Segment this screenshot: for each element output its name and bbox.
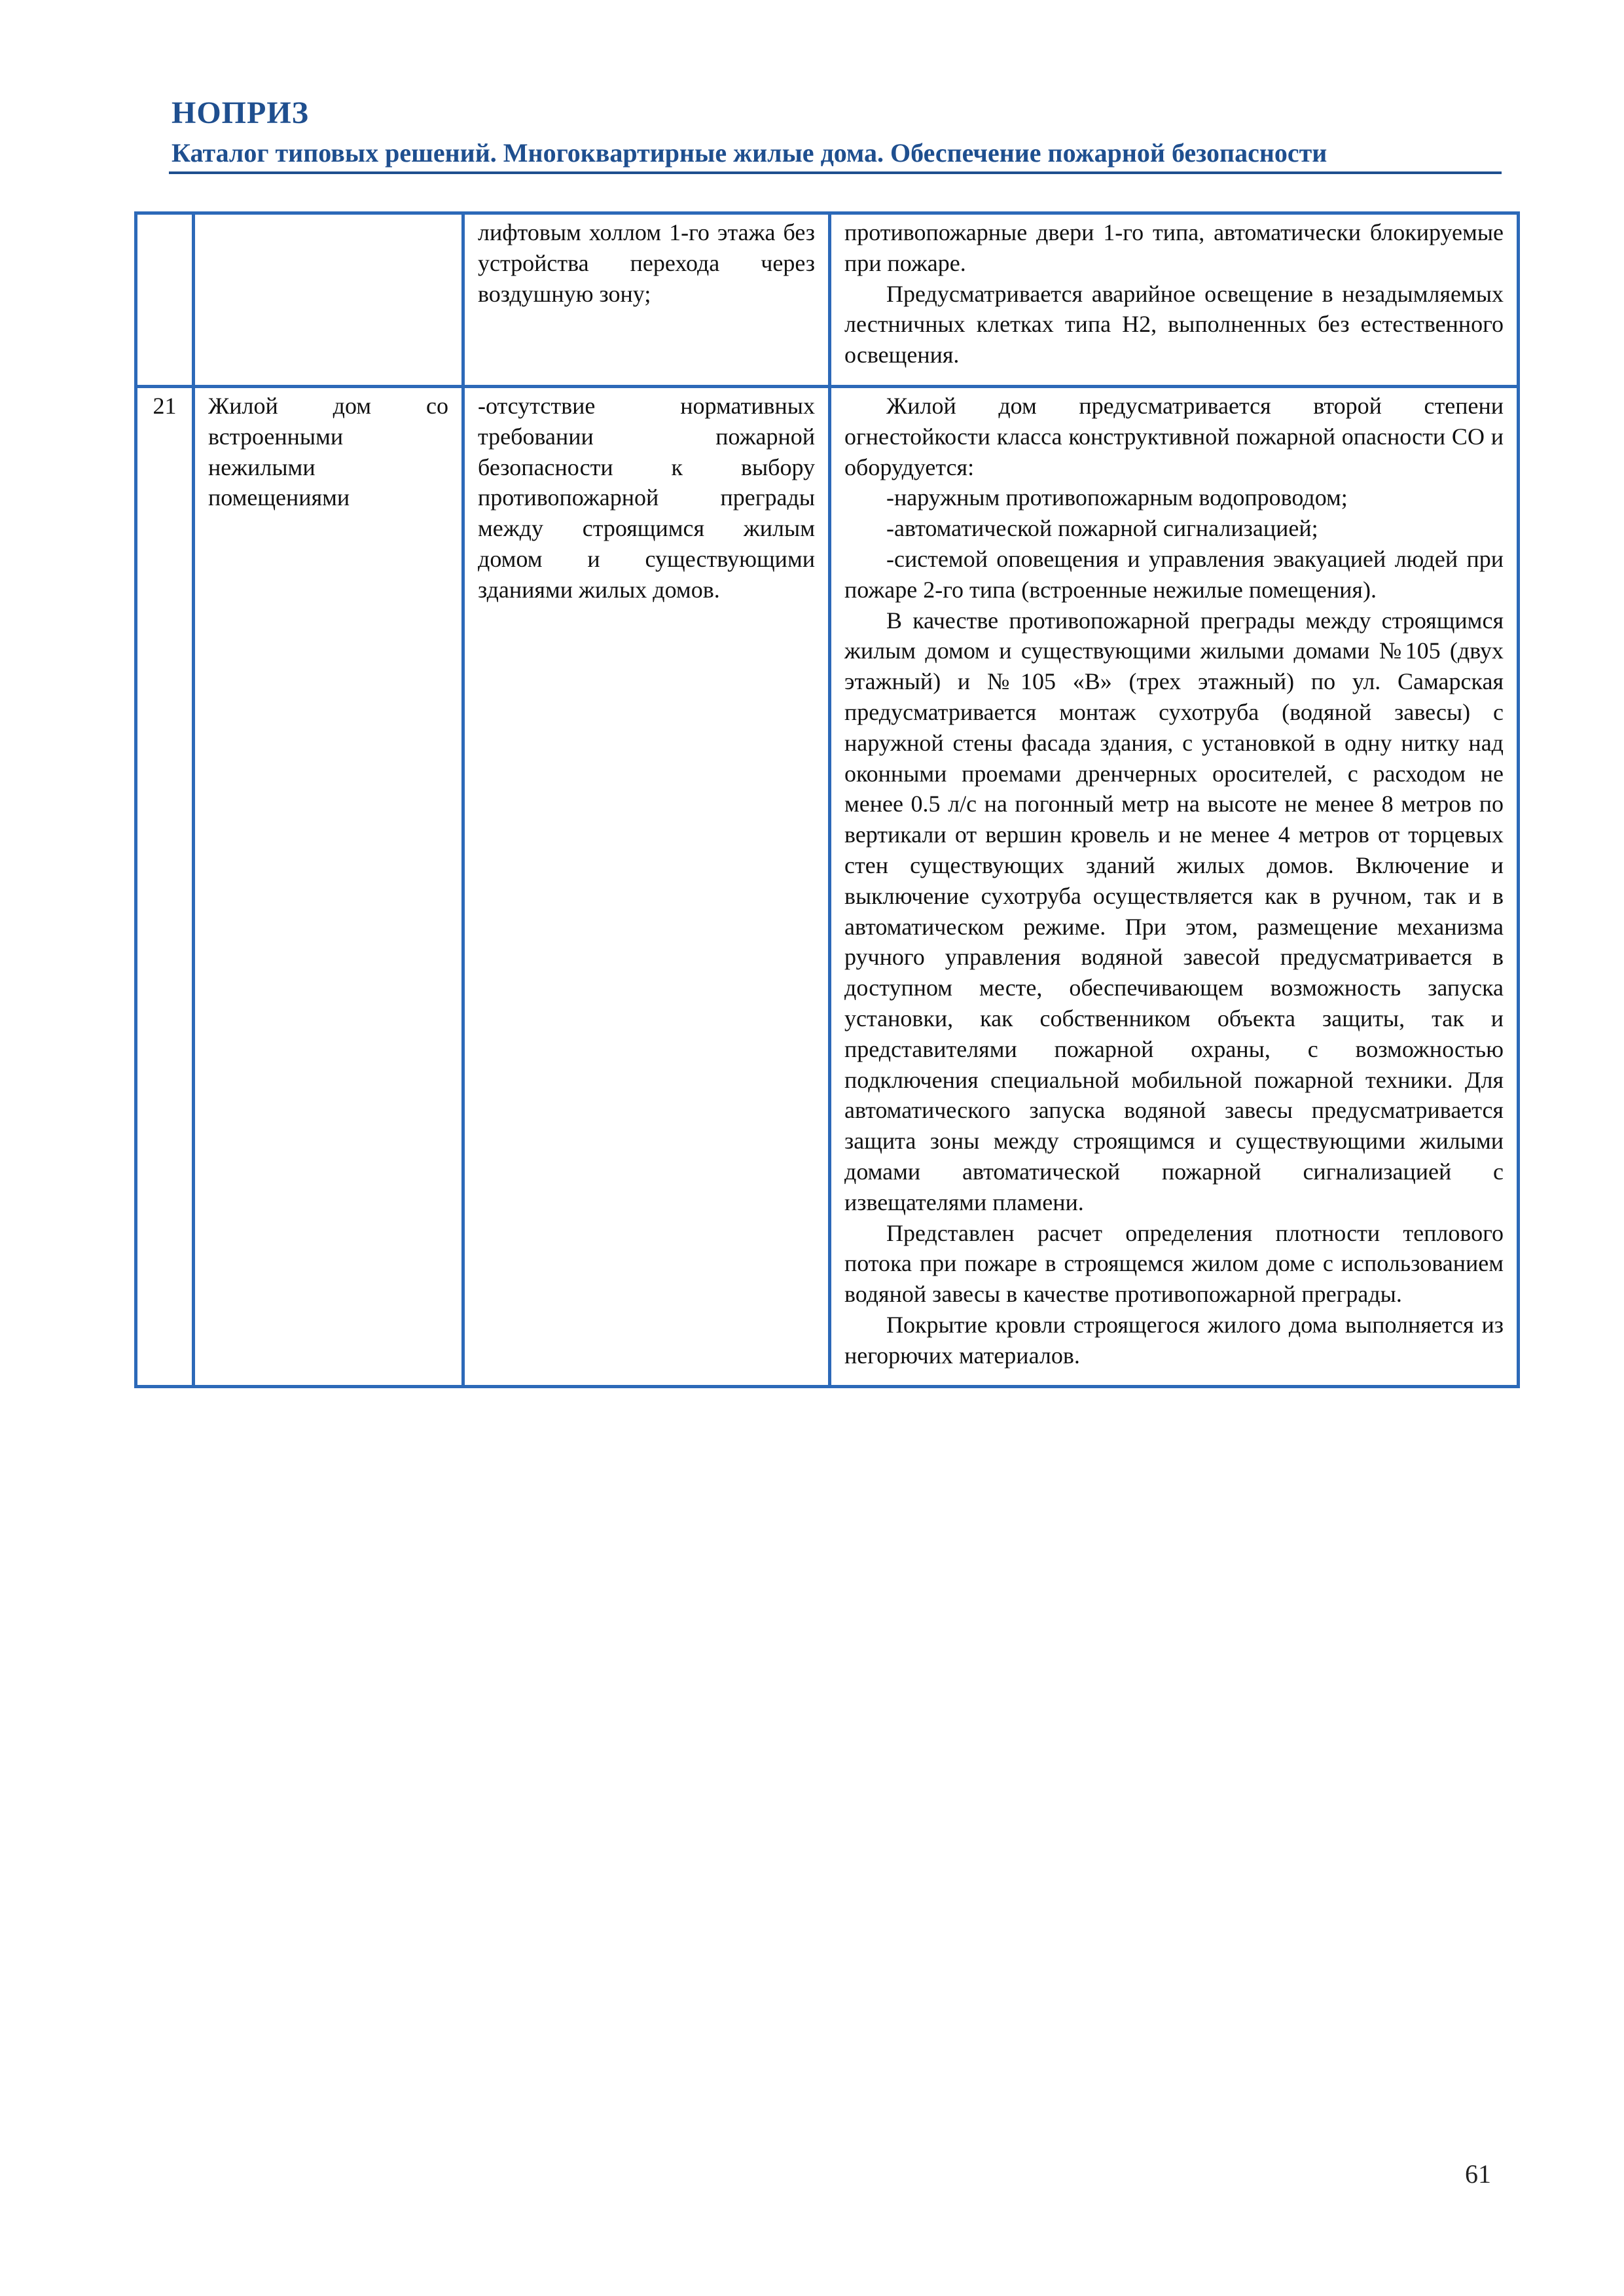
- row-number-cell: [136, 213, 194, 387]
- measure-paragraph: противопожарные двери 1-го типа, автоматически блокируемые при пожаре.: [844, 219, 1504, 276]
- measure-paragraph: -автоматической пожарной сигнализацией;: [886, 515, 1318, 542]
- measures-cell: [830, 386, 1519, 1387]
- object-cell: [194, 213, 463, 387]
- object-cell: Жилой дом со встроенными нежилыми помещениями: [194, 386, 463, 1387]
- measure-paragraph: -наружным противопожарным водопроводом;: [886, 484, 1348, 511]
- header-rule: [169, 171, 1502, 174]
- row-number-cell: 21: [136, 386, 194, 1387]
- measures-cell: [830, 213, 1519, 387]
- table-row: [136, 386, 1519, 1387]
- measure-paragraph: В качестве противопожарной преграды между строящимся жилым домом и существующими жилыми домами №105 (двух этажный) и №105 «В» (трех этажный) по ул. Самарская предусматривается монтаж сухотруба (водяной завесы) с наружной стены фасада здания, с установкой в одну нитку над оконными проемами дренчерных оросителей, с расходом не менее 0.5 л/с на погонный метр на высоте не менее 8 метров по вертикали от вершин кровель и не менее 4 метров от торцевых стен существующих зданий жилых домов. Включение и выключение сухотруба осуществляется как в ручном, так и в автоматическом режиме. При этом, размещение механизма ручного управления водяной завесой предусматривается в доступном месте, обеспечивающем возможность запуска установки, как собственником объекта защиты, так и представителями пожарной охраны, с возможностью подключения специальной мобильной пожарной техники. Для автоматического запуска водяной завесы предусматривается защита зоны между строящимся и существующими жилыми домами автоматической пожарной сигнализацией с извещателями пламени.: [844, 607, 1504, 1215]
- deviation-cell: -отсутствие нормативных требовании пожарной безопасности к выбору противопожарной преграды между строящимся жилым домом и существующими зданиями жилых домов.: [463, 386, 830, 1387]
- measure-paragraph: Жилой дом предусматривается второй степени огнестойкости класса конструктивной пожарной опасности СО и оборудуется:: [844, 392, 1504, 480]
- measure-paragraph: -системой оповещения и управления эвакуацией людей при пожаре 2-го типа (встроенные нежилые помещения).: [844, 545, 1504, 603]
- table-row: [136, 213, 1519, 387]
- page-number: 61: [1465, 2159, 1491, 2189]
- header-org: НОПРИЗ: [171, 96, 309, 130]
- measure-paragraph: Представлен расчет определения плотности теплового потока при пожаре в строящемся жилом доме с использованием водяной завесы в качестве противопожарной преграды.: [844, 1219, 1504, 1308]
- measures-table: [134, 211, 1520, 1388]
- measure-paragraph: Предусматривается аварийное освещение в незадымляемых лестничных клетках типа Н2, выполненных без естественного освещения.: [844, 280, 1504, 368]
- header-subtitle: Каталог типовых решений. Многоквартирные жилые дома. Обеспечение пожарной безопасности: [171, 138, 1327, 168]
- measure-paragraph: Покрытие кровли строящегося жилого дома выполняется из негорючих материалов.: [844, 1311, 1504, 1369]
- deviation-cell: лифтовым холлом 1-го этажа без устройства перехода через воздушную зону;: [463, 213, 830, 387]
